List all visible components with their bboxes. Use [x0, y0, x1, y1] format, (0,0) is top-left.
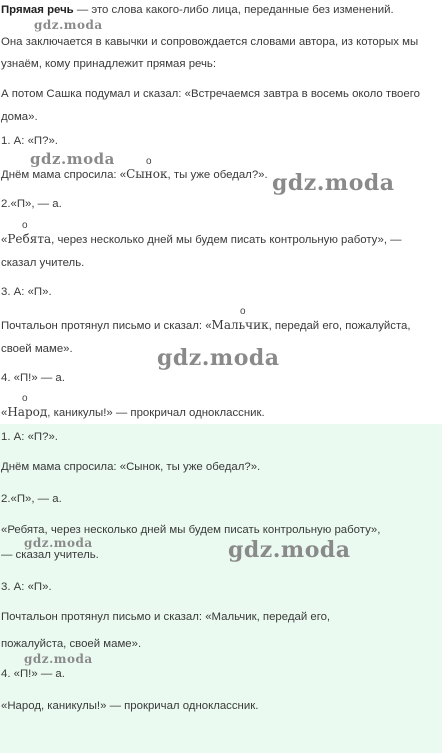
sentence-part: , ты уже обедал?».: [167, 169, 268, 181]
example-sentence: [1, 318, 411, 334]
definition-rest: — это слова какого-либо лица, переданные без изменений.: [73, 4, 394, 16]
example-text: А потом Сашка подумал и сказал: «Встречаемся завтра в восемь около твоего: [1, 88, 420, 100]
answer-scheme: 4. «П!» — а.: [1, 668, 65, 680]
accent-mark: о: [22, 220, 28, 231]
watermark-logo: gdz.moda: [30, 150, 115, 168]
sentence-part: , через несколько дней мы будем писать контрольную работу», —: [51, 234, 402, 246]
scheme-text: 3. А: «П».: [1, 286, 52, 298]
watermark-logo: gdz.moda: [24, 536, 93, 550]
definition-term: Прямая речь: [1, 4, 74, 16]
watermark-logo: gdz.moda: [272, 170, 395, 196]
answer-scheme: 2.«П», — а.: [1, 493, 62, 505]
watermark-logo: gdz.moda: [157, 345, 280, 371]
watermark-logo: gdz.moda: [24, 652, 93, 666]
watermark-logo: gdz.moda: [228, 537, 351, 563]
watermark-logo: gdz.moda: [34, 18, 103, 32]
answer-sentence: Днём мама спросила: «Сынок, ты уже обедал?».: [1, 461, 261, 473]
sentence-part: , передай его, пожалуйста,: [268, 320, 411, 332]
example-sentence: [1, 167, 268, 183]
example-text: сказал учитель.: [1, 257, 85, 269]
scheme-text: 1. А: «П?».: [1, 135, 58, 147]
example-sentence: [1, 232, 402, 248]
answer-sentence: «Ребята, через несколько дней мы будем писать контрольную работу»,: [1, 524, 381, 536]
accent-mark: о: [22, 393, 28, 404]
sentence-part: Днём мама спросила: «: [1, 169, 127, 181]
example-text: своей маме».: [1, 343, 73, 355]
answer-sentence: — сказал учитель.: [1, 549, 99, 561]
answer-scheme: 1. А: «П?».: [1, 431, 58, 443]
sentence-part: Почтальон протянул письмо и сказал: «: [1, 320, 212, 332]
sentence-part: «: [1, 407, 8, 419]
example-text: дома».: [1, 111, 38, 123]
example-sentence: [1, 405, 265, 421]
accented-word: Ребята: [7, 232, 52, 246]
definition-line-3: узнаём, кому принадлежит прямая речь:: [1, 58, 217, 70]
answer-sentence: «Народ, каникулы!» — прокричал одноклассник.: [1, 700, 259, 712]
accented-word: Сынок: [126, 167, 168, 181]
sentence-part: , каникулы!» — прокричал одноклассник.: [47, 407, 265, 419]
answer-scheme: 3. А: «П».: [1, 581, 52, 593]
accent-mark: о: [240, 306, 246, 317]
accent-mark: о: [146, 156, 152, 167]
answer-sentence: Почтальон протянул письмо и сказал: «Мальчик, передай его,: [1, 611, 331, 623]
accented-word: Народ: [7, 405, 48, 419]
answer-sentence: пожалуйста, своей маме».: [1, 638, 142, 650]
sentence-part: «: [1, 234, 8, 246]
definition-line-1: [1, 3, 394, 18]
accented-word: Мальчик: [211, 318, 269, 332]
scheme-text: 4. «П!» — а.: [1, 372, 65, 384]
scheme-text: 2.«П», — а.: [1, 198, 62, 210]
definition-line-2: Она заключается в кавычки и сопровождается словами автора, из которых мы: [1, 36, 419, 48]
